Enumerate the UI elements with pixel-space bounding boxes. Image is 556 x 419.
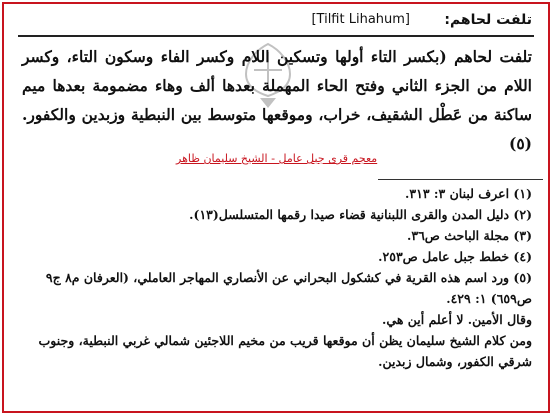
entry-title: تلفت لحاهم: [444, 12, 532, 28]
entry-transliteration: [Tilfit Lihahum] [311, 12, 410, 27]
footnote-5-continued: وقال الأمين. لا أعلم أين هي. [382, 312, 532, 327]
footnote-5: (٥) ورد اسم هذه القرية في كشكول البحراني عن الأنصاري المهاجر العاملي، (العرفان م٨ ج٩ ص٦٥٩) ١: ٤٢٩. [45, 270, 532, 306]
header-rule [18, 35, 534, 37]
source-caption-link[interactable]: معجم قرى جبل عامل - الشيخ سليمان ظاهر [176, 152, 378, 165]
footnotes [24, 183, 532, 372]
entry-body: تلفت لحاهم (بكسر التاء أولها وتسكين اللام وكسر الفاء وسكون التاء، وكسر اللام من الجزء الثاني وفتح الحاء المهملة بعدها ألف وهاء مضمومة بعدها ميم ساكنة من عَطْل الشقيف، خراب، وموقعها متوسط بين النبطية وزبدين والكفور.(٥) [22, 47, 532, 153]
footnote-3: (٣) مجلة الباحث ص٣٦. [407, 228, 532, 243]
footnote-1: (١) اعرف لبنان ٣: ٣١٣. [405, 186, 532, 201]
footnote-5-remark: ومن كلام الشيخ سليمان يظن أن موقعها قريب من مخيم اللاجئين شمالي غربي النبطية، وجنوب شرقي الكفور، وشمال زبدين. [38, 333, 532, 369]
footnote-separator [378, 179, 543, 180]
footnote-4: (٤) خطط جبل عامل ص٢٥٣. [378, 249, 532, 264]
footnote-2: (٢) دليل المدن والقرى اللبنانية قضاء صيدا رقمها المتسلسل(١٣). [189, 207, 532, 222]
entry-header [18, 12, 532, 34]
document-frame [2, 2, 550, 413]
